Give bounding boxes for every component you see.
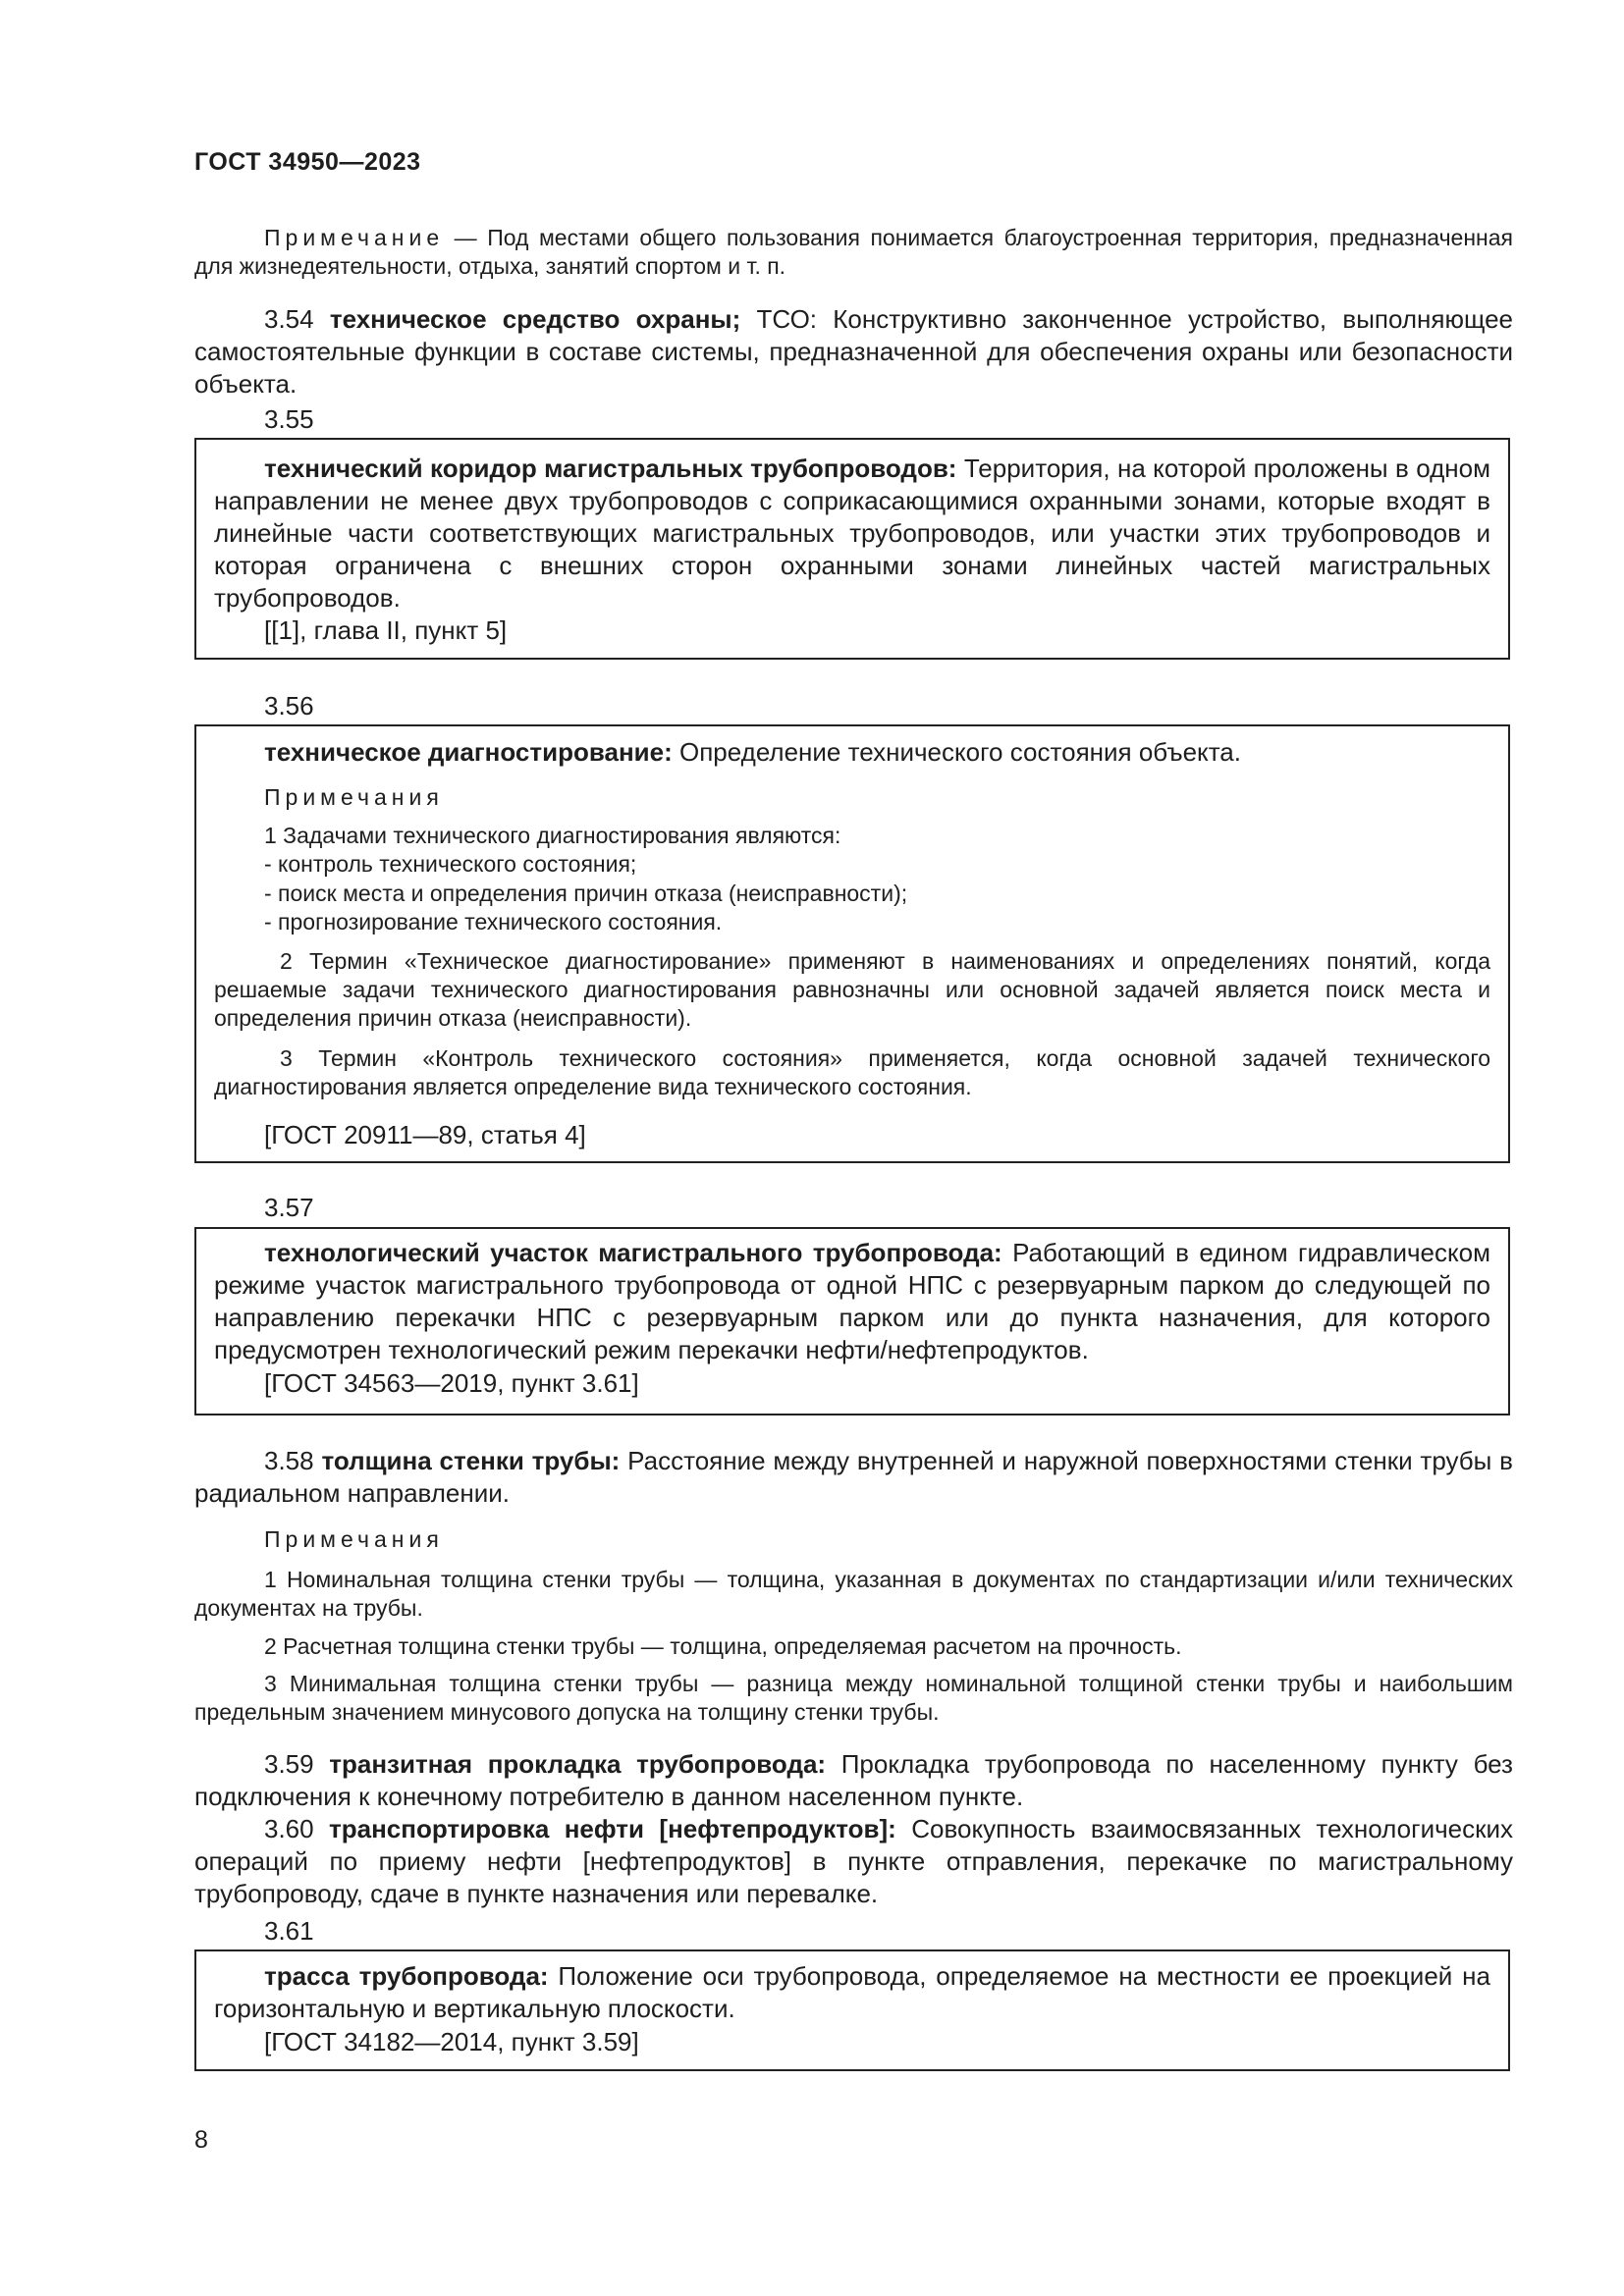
term-definition: Положение оси трубопровода, определяемое на местности ее проекцией на горизонтальную и вертикальную плоскости. <box>214 1961 1490 2023</box>
term-name: транспортировка нефти [нефтепродуктов]: <box>329 1814 896 1843</box>
term-name: техническое средство охраны; <box>329 304 741 334</box>
note-3: 3 Минимальная толщина стенки трубы — разница между номинальной толщиной стенки трубы и наибольшим предельным значением минусового допуска на толщину стенки трубы. <box>194 1671 1513 1725</box>
term-name: трасса трубопровода: <box>264 1961 549 1991</box>
term-3-58 <box>194 1445 1513 1510</box>
page-number: 8 <box>194 2126 208 2154</box>
term-number: 3.60 <box>264 1814 314 1843</box>
term-box-3-56 <box>194 724 1510 1163</box>
term-definition: Территория, на которой проложены в одном направлении не менее двух трубопроводов с соприкасающимися охранными зонами, которые входят в линейные части соответствующих магистральных трубопроводов, или участки этих трубопроводов и которая ограничена с внешних сторон охранными зонами линейных частей магистральных трубопроводов. <box>214 454 1490 613</box>
note-text: — Под местами общего пользования понимается благоустроенная территория, предназначенная для жизнедеятельности, отдыха, занятий спортом и т. п. <box>194 225 1513 279</box>
term-definition: Определение технического состояния объекта. <box>672 737 1241 767</box>
term-definition: Расстояние между внутренней и наружной поверхностями стенки трубы в радиальном направлении. <box>194 1446 1513 1508</box>
term-3-57 <box>214 1237 1490 1366</box>
term-source: [[1], глава II, пункт 5] <box>264 615 508 645</box>
term-name: транзитная прокладка трубопровода: <box>329 1749 827 1779</box>
term-source: [ГОСТ 34563—2019, пункт 3.61] <box>264 1368 639 1398</box>
term-3-56 <box>214 736 1490 769</box>
term-3-55 <box>214 453 1490 614</box>
term-name: технический коридор магистральных трубопроводов: <box>264 454 957 483</box>
note-1-item: - контроль технического состояния; <box>264 851 637 877</box>
term-3-59 <box>194 1748 1513 1813</box>
term-source: [ГОСТ 20911—89, статья 4] <box>264 1120 586 1149</box>
note-3: 3 Термин «Контроль технического состояния» применяется, когда основной задачей технического диагностирования является определение вида технического состояния. <box>214 1045 1490 1099</box>
notes-label: Примечания <box>264 784 444 810</box>
term-number: 3.59 <box>264 1749 314 1779</box>
notes-label-text: Примечания <box>264 1526 444 1552</box>
note-2: 2 Расчетная толщина стенки трубы — толщина, определяемая расчетом на прочность. <box>264 1633 1182 1659</box>
notes-label <box>264 1525 444 1554</box>
note-1-item: - поиск места и определения причин отказа (неисправности); <box>264 881 908 906</box>
term-name: технологический участок магистрального трубопровода: <box>264 1238 1002 1267</box>
term-definition: Работающий в едином гидравлическом режиме участок магистрального трубопровода от одной НПС с резервуарным парком до следующей по направлению перекачки НПС с резервуарным парком или до пункта назначения, для которого предусмотрен технологический режим перекачки нефти/нефтепродуктов. <box>214 1238 1491 1364</box>
note-public-places <box>194 224 1513 281</box>
note-1: 1 Номинальная толщина стенки трубы — толщина, указанная в документах по стандартизации и/или технических документах на трубы. <box>194 1567 1513 1621</box>
term-3-54 <box>194 303 1513 400</box>
term-3-61 <box>214 1960 1490 2025</box>
term-3-60 <box>194 1813 1513 1910</box>
term-box-3-55 <box>194 438 1510 660</box>
note-label: Примечание <box>264 225 445 250</box>
term-name: толщина стенки трубы: <box>321 1446 621 1475</box>
note-2: 2 Термин «Техническое диагностирование» применяют в наименованиях и определениях понятий, когда решаемые задачи технического диагностирования равнозначны или основной задачей является поиск места и определения причин отказа (неисправности). <box>214 948 1490 1031</box>
term-source: [ГОСТ 34182—2014, пункт 3.59] <box>264 2027 639 2056</box>
term-box-3-61 <box>194 1949 1510 2071</box>
term-definition: ТСО: Конструктивно законченное устройство, выполняющее самостоятельные функции в составе системы, предназначенной для обеспечения охраны или безопасности объекта. <box>194 304 1513 399</box>
term-number: 3.58 <box>264 1446 314 1475</box>
term-number: 3.54 <box>264 304 314 334</box>
term-definition: Прокладка трубопровода по населенному пункту без подключения к конечному потребителю в данном населенном пункте. <box>194 1749 1513 1811</box>
term-box-3-57 <box>194 1227 1510 1415</box>
term-number-3-56: 3.56 <box>264 691 314 721</box>
term-definition: Совокупность взаимосвязанных технологических операций по приему нефти [нефтепродуктов] в пункте отправления, перекачке по магистральному трубопроводу, сдаче в пункте назначения или перевалке. <box>194 1814 1513 1908</box>
term-number-3-61: 3.61 <box>264 1916 314 1946</box>
note-1-item: - прогнозирование технического состояния. <box>264 909 723 934</box>
document-header: ГОСТ 34950—2023 <box>194 148 421 176</box>
note-1-intro: 1 Задачами технического диагностирования являются: <box>264 823 841 848</box>
term-number-3-55: 3.55 <box>264 404 314 434</box>
term-name: техническое диагностирование: <box>264 737 673 767</box>
term-number-3-57: 3.57 <box>264 1193 314 1222</box>
